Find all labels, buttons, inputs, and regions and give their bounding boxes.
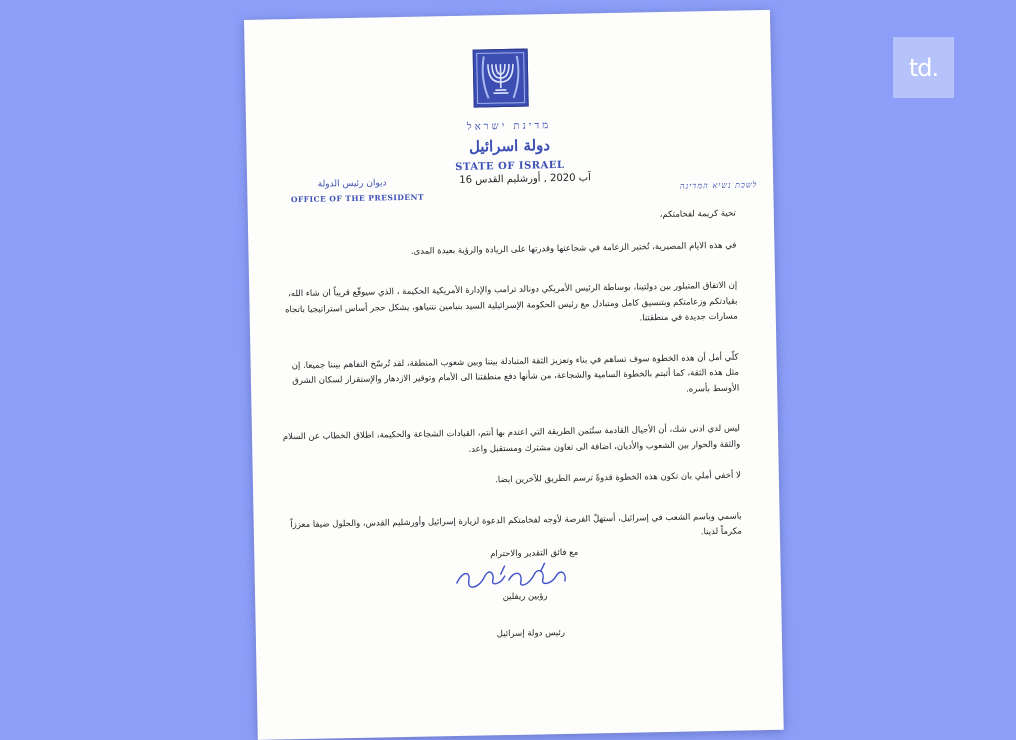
office-title-english: OFFICE OF THE PRESIDENT bbox=[277, 192, 437, 204]
letter-paragraph: في هذه الايام المصيرية، تُختبر الزعامة في شجاعتها وقدرتها على الريادة والرؤية بعيدة المدى. bbox=[276, 238, 736, 262]
signer-title: رئيس دولة إسرائيل bbox=[466, 627, 596, 639]
letter-paragraph: باسمي وباسم الشعب في إسرائيل، أستهلّ الفرصة لأوجه لفخامتكم الدعوة لزيارة إسرائيل وأورشليم القدس، والحلول ضيفا معززاً مكرماً لدينا. bbox=[282, 509, 743, 549]
handwritten-signature bbox=[444, 561, 585, 594]
letter-body bbox=[276, 207, 743, 571]
english-state-title: STATE OF ISRAEL bbox=[247, 156, 773, 177]
presidential-letter bbox=[244, 10, 784, 740]
letter-closing: مع فائق التقدير والاحترام bbox=[484, 548, 584, 560]
letter-paragraph: ليس لدي ادنى شك، أن الأجيال القادمة ستُثمن الطريقة التي اعتدم بها أنتم، القيادات الشجاعة والحكيمة، اطلاق الخطاب عن السلام والثقة والحوار بين الشعوب والأديان، اضافة الى تعاون مشترك ومستقبل واعد. bbox=[280, 422, 741, 462]
letter-date: 16 آب 2020 , أورشليم القدس bbox=[455, 172, 595, 186]
arabic-state-title: دولة اسرائيل bbox=[246, 132, 772, 160]
state-emblem-menorah-icon bbox=[473, 49, 529, 108]
letter-paragraph: إن الاتفاق المتبلور بين دولتينا، بوساطة الرئيس الأمريكي دونالد ترامب والإدارة الأمريكية الحكيمة ، الذي سيوقّع قريباً ان شاء الله، بقيادتكم وزعامتكم وبتنسيق كامل ومتبادل مع رئيس الحكومة الإسرائيلية السيد بنيامين نتنياهو، يشكل حجر أساس استراتيجيا باتجاه مسارات جديدة في منطقتنا. bbox=[277, 279, 738, 334]
office-title-hebrew: לשכת נשיא המדינה bbox=[627, 180, 757, 191]
signer-name: رؤبين ريفلين bbox=[485, 591, 565, 603]
hebrew-state-title: מדינת ישראל bbox=[246, 116, 772, 137]
site-logo-text: td. bbox=[909, 54, 938, 82]
office-title-arabic: ديوان رئيس الدولة bbox=[287, 178, 417, 190]
site-logo[interactable] bbox=[893, 37, 954, 98]
letter-paragraph: كلّي أمل أن هذه الخطوة سوف تساهم في بناء وتعزيز الثقة المتبادلة بيننا وبين شعوب المنطقة، لقد تُرسّخ التفاهم بيننا جميعا. إن مثل هذه الثقة، كما أثبتم بالخطوة السامية والشجاعة، من شأنها دفع منطقتنا الى الأمام وتوفير الازدهار والإستقرار لسكان الشرق الأوسط بأسره. bbox=[279, 350, 740, 405]
letter-greeting: تحية كريمة لفخامتكم، bbox=[276, 207, 736, 231]
letter-paragraph: لا أخفي أملي بان تكون هذه الخطوة قدوةً ترسم الطريق للآخرين ايضا. bbox=[281, 469, 741, 493]
